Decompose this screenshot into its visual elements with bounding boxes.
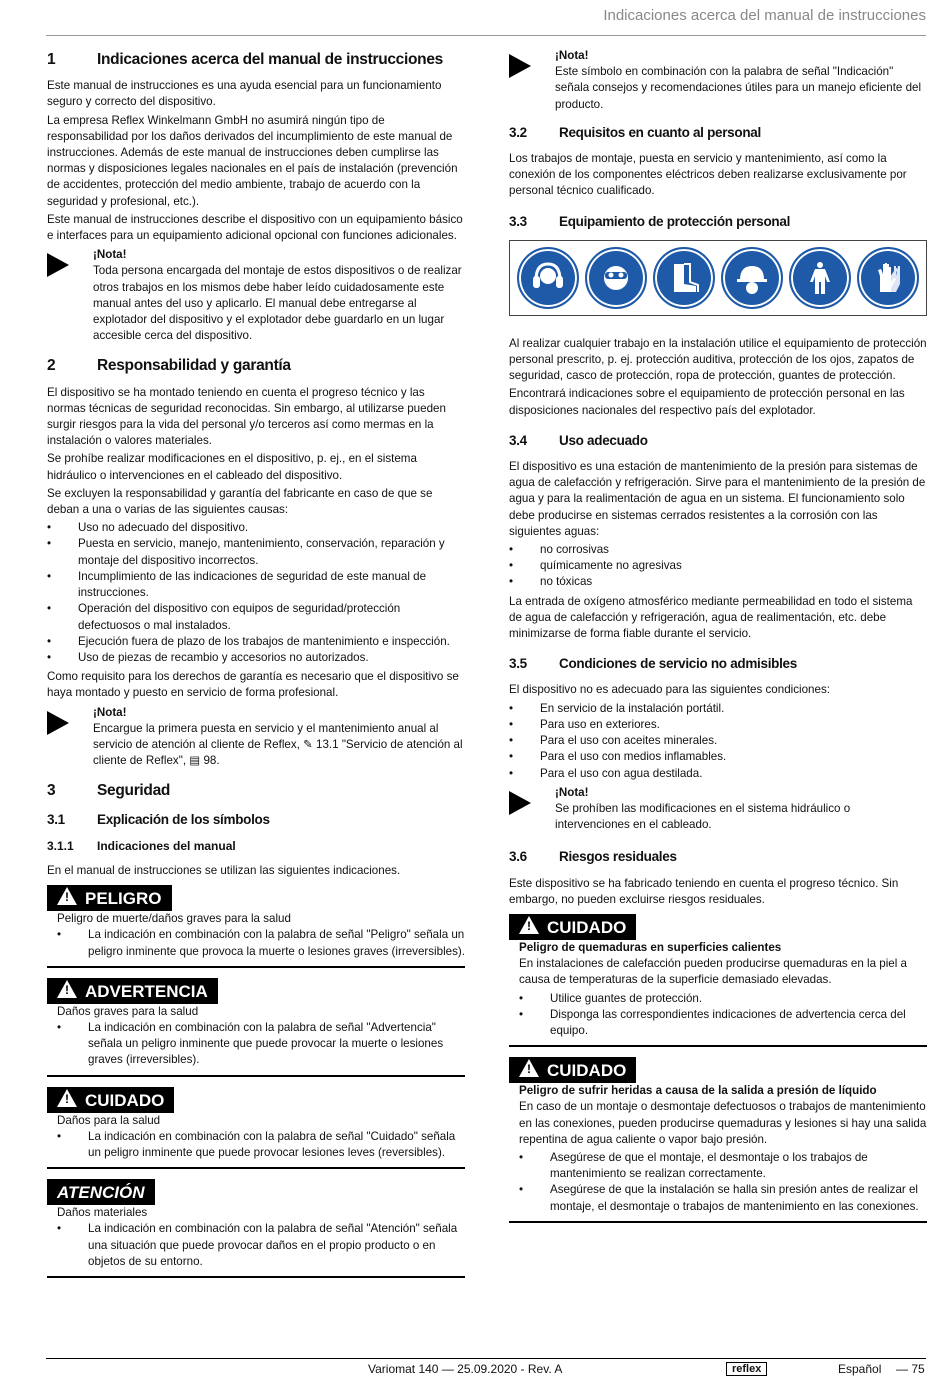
section-title: Indicaciones del manual [97, 838, 236, 853]
signal-word: PELIGRO [85, 889, 162, 909]
warning-pressurized-liquid [509, 1057, 927, 1223]
section-number: 3.1 [47, 811, 65, 827]
list-item: • Asegúrese de que la instalación se halla sin presión antes de realizar el montaje, el desmontaje o trabajos de mantenimiento en las conexiones. [519, 1182, 927, 1214]
section-title: Indicaciones acerca del manual de instrucciones [97, 51, 443, 68]
warning-triangle-icon: ! [519, 916, 539, 934]
page-number: — 75 [896, 1362, 925, 1376]
list-item: • La indicación en combinación con la palabra de señal "Peligro" señala un peligro inminente que provoca la muerte o lesiones graves (irreversibles). [57, 927, 465, 959]
list-item: • Para el uso con agua destilada. [509, 766, 927, 782]
note-box [47, 247, 465, 344]
note-text: Toda persona encargada del montaje de estos dispositivos o de realizar otros trabajos en los mismos debe haber leído cuidadosamente este manual antes del uso y aplicarlo. El manual debe entregarse al explotador del dispositivo y el explotador debe guardarlo en un lugar accesible cerca del dispositivo. [93, 264, 462, 343]
section-title: Uso adecuado [559, 432, 648, 448]
note-arrow-icon [47, 247, 93, 344]
paragraph: Este dispositivo se ha fabricado teniendo en cuenta el progreso técnico. Sin embargo, no pueden excluirse riesgos residuales. [509, 876, 899, 906]
footer-rule [46, 1358, 926, 1359]
paragraph: La entrada de oxígeno atmosférico mediante permeabilidad en todo el sistema de agua de calefacción y refrigeración, agua de realimentación, etc. debe minimizarse de forma fiable durante el servicio. [509, 594, 913, 641]
paragraph: Los trabajos de montaje, puesta en servicio y mantenimiento, así como la conexión de los componentes eléctricos deben realizarse exclusivamente por personal técnico cualificado. [509, 152, 907, 198]
list-item: • Utilice guantes de protección. [519, 991, 927, 1007]
note-arrow-icon [509, 785, 555, 834]
list-item: • La indicación en combinación con la palabra de señal "Cuidado" señala un peligro inminente que puede provocar lesiones leves (reversibles). [57, 1129, 465, 1161]
list-item: • Operación del dispositivo con equipos de seguridad/protección defectuosos o mal instalados. [47, 601, 465, 633]
note-arrow-icon [47, 705, 93, 770]
note-title: ¡Nota! [555, 49, 589, 62]
section-3-6-heading [509, 849, 927, 865]
ear-protection-icon [517, 247, 579, 309]
note-text: Este símbolo en combinación con la palabra de señal "Indicación" señala consejos y recomendaciones útiles para un manejo eficiente del producto. [555, 65, 922, 111]
section-number: 3.3 [509, 213, 527, 229]
list-item: • La indicación en combinación con la palabra de señal "Advertencia" señala un peligro inminente que puede provocar la muerte o lesiones graves (irreversibles). [57, 1020, 465, 1069]
signal-word: ATENCIÓN [57, 1183, 145, 1203]
section-number: 3 [47, 782, 56, 800]
section-3-2-heading [509, 125, 927, 141]
paragraph: Se prohíbe realizar modificaciones en el dispositivo, p. ej., en el sistema hidráulico o intervenciones en el cableado del dispositivo. [47, 452, 417, 482]
section-3-1-1-heading [47, 838, 465, 854]
warning-triangle-icon: ! [57, 1089, 77, 1107]
list-item: • Ejecución fuera de plazo de los trabajos de mantenimiento e inspección. [47, 634, 465, 650]
list-item: • La indicación en combinación con la palabra de señal "Atención" señala una situación que puede provocar daños en el propio producto o en objetos de su entorno. [57, 1221, 465, 1270]
paragraph: Se excluyen la responsabilidad y garantía del fabricante en caso de que se deban a una o varias de las siguientes causas: [47, 486, 433, 517]
list-item: • Para el uso con aceites minerales. [509, 733, 927, 749]
note-arrow-icon [509, 48, 555, 113]
signal-word-label [47, 1179, 155, 1205]
ppe-pictogram-strip [509, 240, 927, 316]
section-title: Condiciones de servicio no admisibles [559, 656, 797, 672]
protective-clothing-icon [789, 247, 851, 309]
section-number: 3.6 [509, 849, 527, 865]
hazard-subtitle: Peligro de quemaduras en superficies calientes [519, 940, 782, 954]
warning-hot-surfaces [509, 914, 927, 1047]
note-title: ¡Nota! [555, 785, 589, 799]
warning-peligro [47, 885, 465, 968]
hazard-subtitle: Peligro de sufrir heridas a causa de la salida a presión de líquido [519, 1084, 877, 1098]
note-text: Encargue la primera puesta en servicio y el mantenimiento anual al servicio de atención al cliente de Reflex, ✎ 13.1 "Servicio de atención al cliente de Reflex", ▤ 98. [93, 721, 463, 768]
reflex-logo: reflex [726, 1362, 767, 1376]
signal-word: ADVERTENCIA [85, 981, 208, 1001]
section-number: 1 [47, 51, 56, 68]
paragraph: El dispositivo se ha montado teniendo en cuenta el progreso técnico y las normas técnicas de seguridad reconocidas. Sin embargo, al utilizarse pueden surgir riesgos para la vida del personal y/o terceros así como mermas en la instalación o valores materiales. [47, 385, 446, 448]
warning-triangle-icon: ! [519, 1059, 539, 1077]
list-item: • Uso no adecuado del dispositivo. [47, 520, 465, 536]
paragraph: Este manual de instrucciones es una ayuda esencial para un funcionamiento seguro y correcto del dispositivo. [47, 79, 442, 109]
left-column [47, 48, 465, 1288]
warning-triangle-icon: ! [57, 887, 77, 905]
signal-word-label [509, 1057, 636, 1083]
list-item: • no corrosivas [509, 542, 927, 558]
paragraph: Como requisito para los derechos de garantía es necesario que el dispositivo se haya montado y puesto en servicio de forma profesional. [47, 670, 459, 700]
paragraph: La empresa Reflex Winkelmann GmbH no asumirá ningún tipo de responsabilidad por los daños derivados del incumplimiento de este manual de instrucciones. Además de este manual de instrucciones deben cumplirse las normas y disposiciones legales nacionales en el país de instalación (prevención de accidentes, protección del medio ambiente, trabajo de acuerdo con la seguridad y profesional, etc.). [47, 113, 458, 208]
section-title: Riesgos residuales [559, 849, 677, 865]
gloves-icon [857, 247, 919, 309]
goggles-icon [585, 247, 647, 309]
paragraph: El dispositivo es una estación de mantenimiento de la presión para sistemas de agua de calefacción y refrigeración. Sirve para el mantenimiento de la presión de agua y para la realimentación de agua en un sistema. El funcionamiento solo debe producirse en sistemas cerrados resistentes a la corrosión con las siguientes aguas: [509, 460, 926, 538]
list-item: • Para uso en exteriores. [509, 717, 927, 733]
paragraph: Encontrará indicaciones sobre el equipamiento de protección personal en las disposiciones nacionales del respectivo país del explotador. [509, 387, 905, 417]
footer-language: Español [838, 1362, 882, 1376]
right-column [509, 48, 927, 1233]
list-item: • Uso de piezas de recambio y accesorios no autorizados. [47, 650, 465, 666]
section-title: Explicación de los símbolos [97, 811, 270, 827]
list-item: • Disponga las correspondientes indicaciones de advertencia cerca del equipo. [519, 1007, 927, 1039]
paragraph: En caso de un montaje o desmontaje defectuosos o trabajos de mantenimiento en las conexiones, pueden producirse quemaduras y lesiones si hay una salida repentina de agua caliente o vapor bajo presión. [519, 1100, 927, 1146]
paragraph: El dispositivo no es adecuado para las siguientes condiciones: [509, 683, 830, 697]
warning-triangle-icon: ! [57, 980, 77, 998]
running-header: Indicaciones acerca del manual de instrucciones [603, 7, 926, 24]
note-title: ¡Nota! [93, 705, 127, 719]
section-3-1-heading [47, 812, 465, 828]
paragraph: En instalaciones de calefacción pueden producirse quemaduras en la piel a causa de temperaturas de la superficie demasiado elevadas. [519, 957, 907, 987]
section-3-3-heading [509, 214, 927, 230]
list-item: • químicamente no agresivas [509, 558, 927, 574]
section-number: 3.1.1 [47, 838, 74, 853]
list-item: • Para el uso con medios inflamables. [509, 749, 927, 765]
section-title: Equipamiento de protección personal [559, 213, 791, 229]
bullet-list [47, 520, 465, 666]
section-number: 3.4 [509, 432, 527, 448]
bullet-list [509, 701, 927, 782]
hazard-subtitle: Daños graves para la salud [57, 1004, 199, 1018]
list-item: • no tóxicas [509, 574, 927, 590]
section-3-4-heading [509, 433, 927, 449]
list-item: • Puesta en servicio, manejo, mantenimiento, conservación, reparación y montaje del dispositivo incorrectos. [47, 536, 465, 568]
list-item: • Asegúrese de que el montaje, el desmontaje o los trabajos de mantenimiento se realizan correctamente. [519, 1150, 927, 1182]
section-number: 3.5 [509, 656, 527, 672]
hazard-subtitle: Daños para la salud [57, 1113, 161, 1127]
list-item: • Incumplimiento de las indicaciones de seguridad de este manual de instrucciones. [47, 569, 465, 601]
note-box [47, 705, 465, 770]
hazard-subtitle: Peligro de muerte/daños graves para la salud [57, 912, 291, 926]
warning-cuidado [47, 1087, 465, 1170]
paragraph: Este manual de instrucciones describe el dispositivo con un equipamiento básico e interfaces para un equipamiento adicional opcional con funciones adicionales. [47, 212, 463, 243]
signal-word-label [47, 1087, 174, 1113]
section-3-5-heading [509, 656, 927, 672]
section-title: Requisitos en cuanto al personal [559, 124, 761, 140]
warning-atencion [47, 1179, 465, 1278]
signal-word: CUIDADO [547, 917, 627, 937]
bullet-list [509, 542, 927, 591]
paragraph: Al realizar cualquier trabajo en la instalación utilice el equipamiento de protección personal prescrito, p. ej. protección auditiva, protección de los ojos, zapatos de seguridad, casco de protección, ropa de protección, guantes de protección. [509, 336, 927, 383]
safety-boots-icon [653, 247, 715, 309]
signal-word: CUIDADO [547, 1061, 627, 1081]
warning-advertencia [47, 978, 465, 1077]
helmet-icon [721, 247, 783, 309]
note-text: Se prohíben las modificaciones en el sistema hidráulico o intervenciones en el cableado. [555, 801, 851, 832]
section-title: Responsabilidad y garantía [97, 357, 291, 375]
section-number: 2 [47, 357, 56, 375]
signal-word: CUIDADO [85, 1090, 165, 1110]
section-2-heading [47, 358, 465, 374]
paragraph: En el manual de instrucciones se utilizan las siguientes indicaciones. [47, 863, 401, 877]
section-number: 3.2 [509, 124, 527, 140]
header-rule [46, 35, 926, 36]
note-box [509, 785, 927, 834]
hazard-subtitle: Daños materiales [57, 1206, 148, 1220]
section-title: Seguridad [97, 782, 171, 800]
footer-document-info: Variomat 140 — 25.09.2020 - Rev. A [368, 1362, 563, 1376]
list-item: • En servicio de la instalación portátil. [509, 701, 927, 717]
section-3-heading [47, 783, 465, 799]
note-title: ¡Nota! [93, 248, 127, 262]
note-box [509, 48, 927, 113]
signal-word-label [47, 978, 218, 1004]
signal-word-label [509, 914, 636, 940]
section-1-heading [47, 52, 465, 68]
signal-word-label [47, 885, 172, 911]
